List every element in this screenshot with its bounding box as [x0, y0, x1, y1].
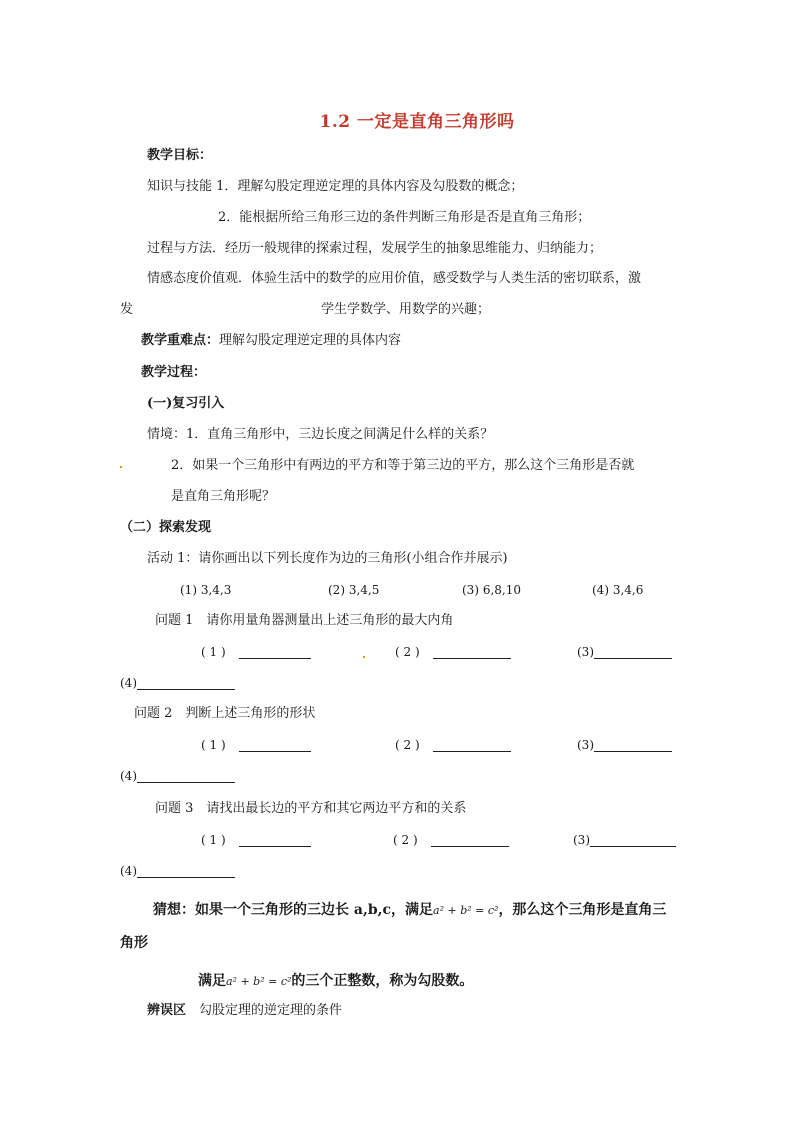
question-3: 问题 3 请找出最长边的平方和其它两边平方和的关系	[155, 801, 467, 816]
q2-blank-3[interactable]	[577, 736, 672, 754]
answer-line[interactable]	[433, 644, 511, 659]
stray-dot	[120, 466, 122, 468]
q3-blank-3[interactable]	[573, 831, 676, 849]
objective-emotion-2b: 学生学数学、用数学的兴趣；	[321, 302, 491, 317]
objective-emotion-2a: 发	[120, 302, 134, 317]
answer-line[interactable]	[433, 737, 511, 752]
q2-blank-2-label: ( 2 )	[395, 738, 420, 752]
answer-line[interactable]	[137, 768, 235, 783]
q3-blank-1[interactable]	[201, 831, 311, 849]
answer-line[interactable]	[594, 737, 672, 752]
option-4: (4) 3,4,6	[592, 583, 644, 597]
process-heading: 教学过程：	[141, 365, 207, 380]
conjecture	[153, 901, 666, 920]
activity-1: 活动 1：请你画出以下列长度作为边的三角形(小组合作并展示)	[147, 551, 508, 566]
q1-blank-1-label: ( 1 )	[201, 645, 226, 659]
objective-emotion-1: 情感态度价值观．体验生活中的数学的应用价值，感受数学与人类生活的密切联系，激	[147, 271, 642, 286]
definition-text-b: 的三个正整数，称为勾股数。	[291, 973, 474, 989]
pythagorean-formula-2: a² + b² = c²	[226, 975, 292, 988]
pythagorean-formula: a² + b² = c²	[433, 904, 499, 917]
definition	[198, 972, 473, 991]
option-1: (1) 3,4,3	[180, 583, 232, 597]
answer-line[interactable]	[239, 644, 311, 659]
q1-blank-4-label: (4)	[120, 676, 137, 690]
objective-knowledge-1: 知识与技能 1．理解勾股定理逆定理的具体内容及勾股数的概念；	[147, 179, 524, 194]
conjecture-text-1b: ，那么这个三角形是直角三	[498, 902, 667, 918]
answer-line[interactable]	[594, 644, 672, 659]
q3-blank-1-label: ( 1 )	[201, 833, 226, 847]
key-point-text: 理解勾股定理逆定理的具体内容	[219, 333, 402, 348]
question-2: 问题 2 判断上述三角形的形状	[134, 706, 316, 721]
q1-blank-3-label: (3)	[577, 645, 594, 659]
q1-blank-3[interactable]	[577, 643, 672, 661]
review-heading: (一)复习引入	[147, 396, 225, 411]
objectives-heading: 教学目标：	[147, 148, 213, 163]
answer-line[interactable]	[137, 863, 235, 878]
q1-blank-1[interactable]	[201, 643, 311, 661]
answer-line[interactable]	[239, 737, 311, 752]
answer-line[interactable]	[431, 832, 509, 847]
review-question-2a: 2．如果一个三角形中有两边的平方和等于第三边的平方，那么这个三角形是否就	[171, 458, 635, 473]
q1-blank-2-label: ( 2 )	[395, 645, 420, 659]
q2-blank-2[interactable]	[395, 736, 511, 754]
definition-text-a: 满足	[198, 973, 226, 989]
q3-blank-4-label: (4)	[120, 864, 137, 878]
q2-blank-4[interactable]	[120, 767, 235, 785]
q2-blank-1[interactable]	[201, 736, 311, 754]
q2-blank-1-label: ( 1 )	[201, 738, 226, 752]
explore-heading: （二）探索发现	[120, 520, 212, 535]
answer-line[interactable]	[137, 675, 235, 690]
q3-blank-2-label: ( 2 )	[393, 833, 418, 847]
conjecture-text-2: 角形	[120, 935, 148, 951]
objective-knowledge-2: 2．能根据所给三角形三边的条件判断三角形是否是直角三角形；	[218, 210, 591, 225]
misconception-label: 辨误区	[147, 1003, 187, 1018]
answer-line[interactable]	[239, 832, 311, 847]
key-point	[141, 332, 401, 350]
stray-dot	[363, 656, 365, 658]
q3-blank-4[interactable]	[120, 862, 235, 880]
q3-blank-3-label: (3)	[573, 833, 590, 847]
q1-blank-2[interactable]	[395, 643, 511, 661]
misconception	[147, 1002, 342, 1020]
q1-blank-4[interactable]	[120, 674, 235, 692]
review-question-1: 情境：1．直角三角形中，三边长度之间满足什么样的关系？	[147, 427, 494, 442]
conjecture-text-1a: 猜想：如果一个三角形的三边长 a,b,c，满足	[153, 902, 434, 918]
answer-line[interactable]	[590, 832, 676, 847]
option-3: (3) 6,8,10	[462, 583, 521, 597]
objective-process: 过程与方法．经历一般规律的探索过程，发展学生的抽象思维能力、归纳能力；	[147, 241, 603, 256]
q3-blank-2[interactable]	[393, 831, 509, 849]
review-question-2b: 是直角三角形呢？	[171, 489, 276, 504]
question-1: 问题 1 请你用量角器测量出上述三角形的最大内角	[155, 613, 454, 628]
option-2: (2) 3,4,5	[328, 583, 380, 597]
misconception-text: 勾股定理的逆定理的条件	[199, 1003, 343, 1018]
q2-blank-4-label: (4)	[120, 769, 137, 783]
page-title: 1.2 一定是直角三角形吗	[319, 112, 515, 132]
key-point-label: 教学重难点：	[141, 333, 220, 348]
q2-blank-3-label: (3)	[577, 738, 594, 752]
